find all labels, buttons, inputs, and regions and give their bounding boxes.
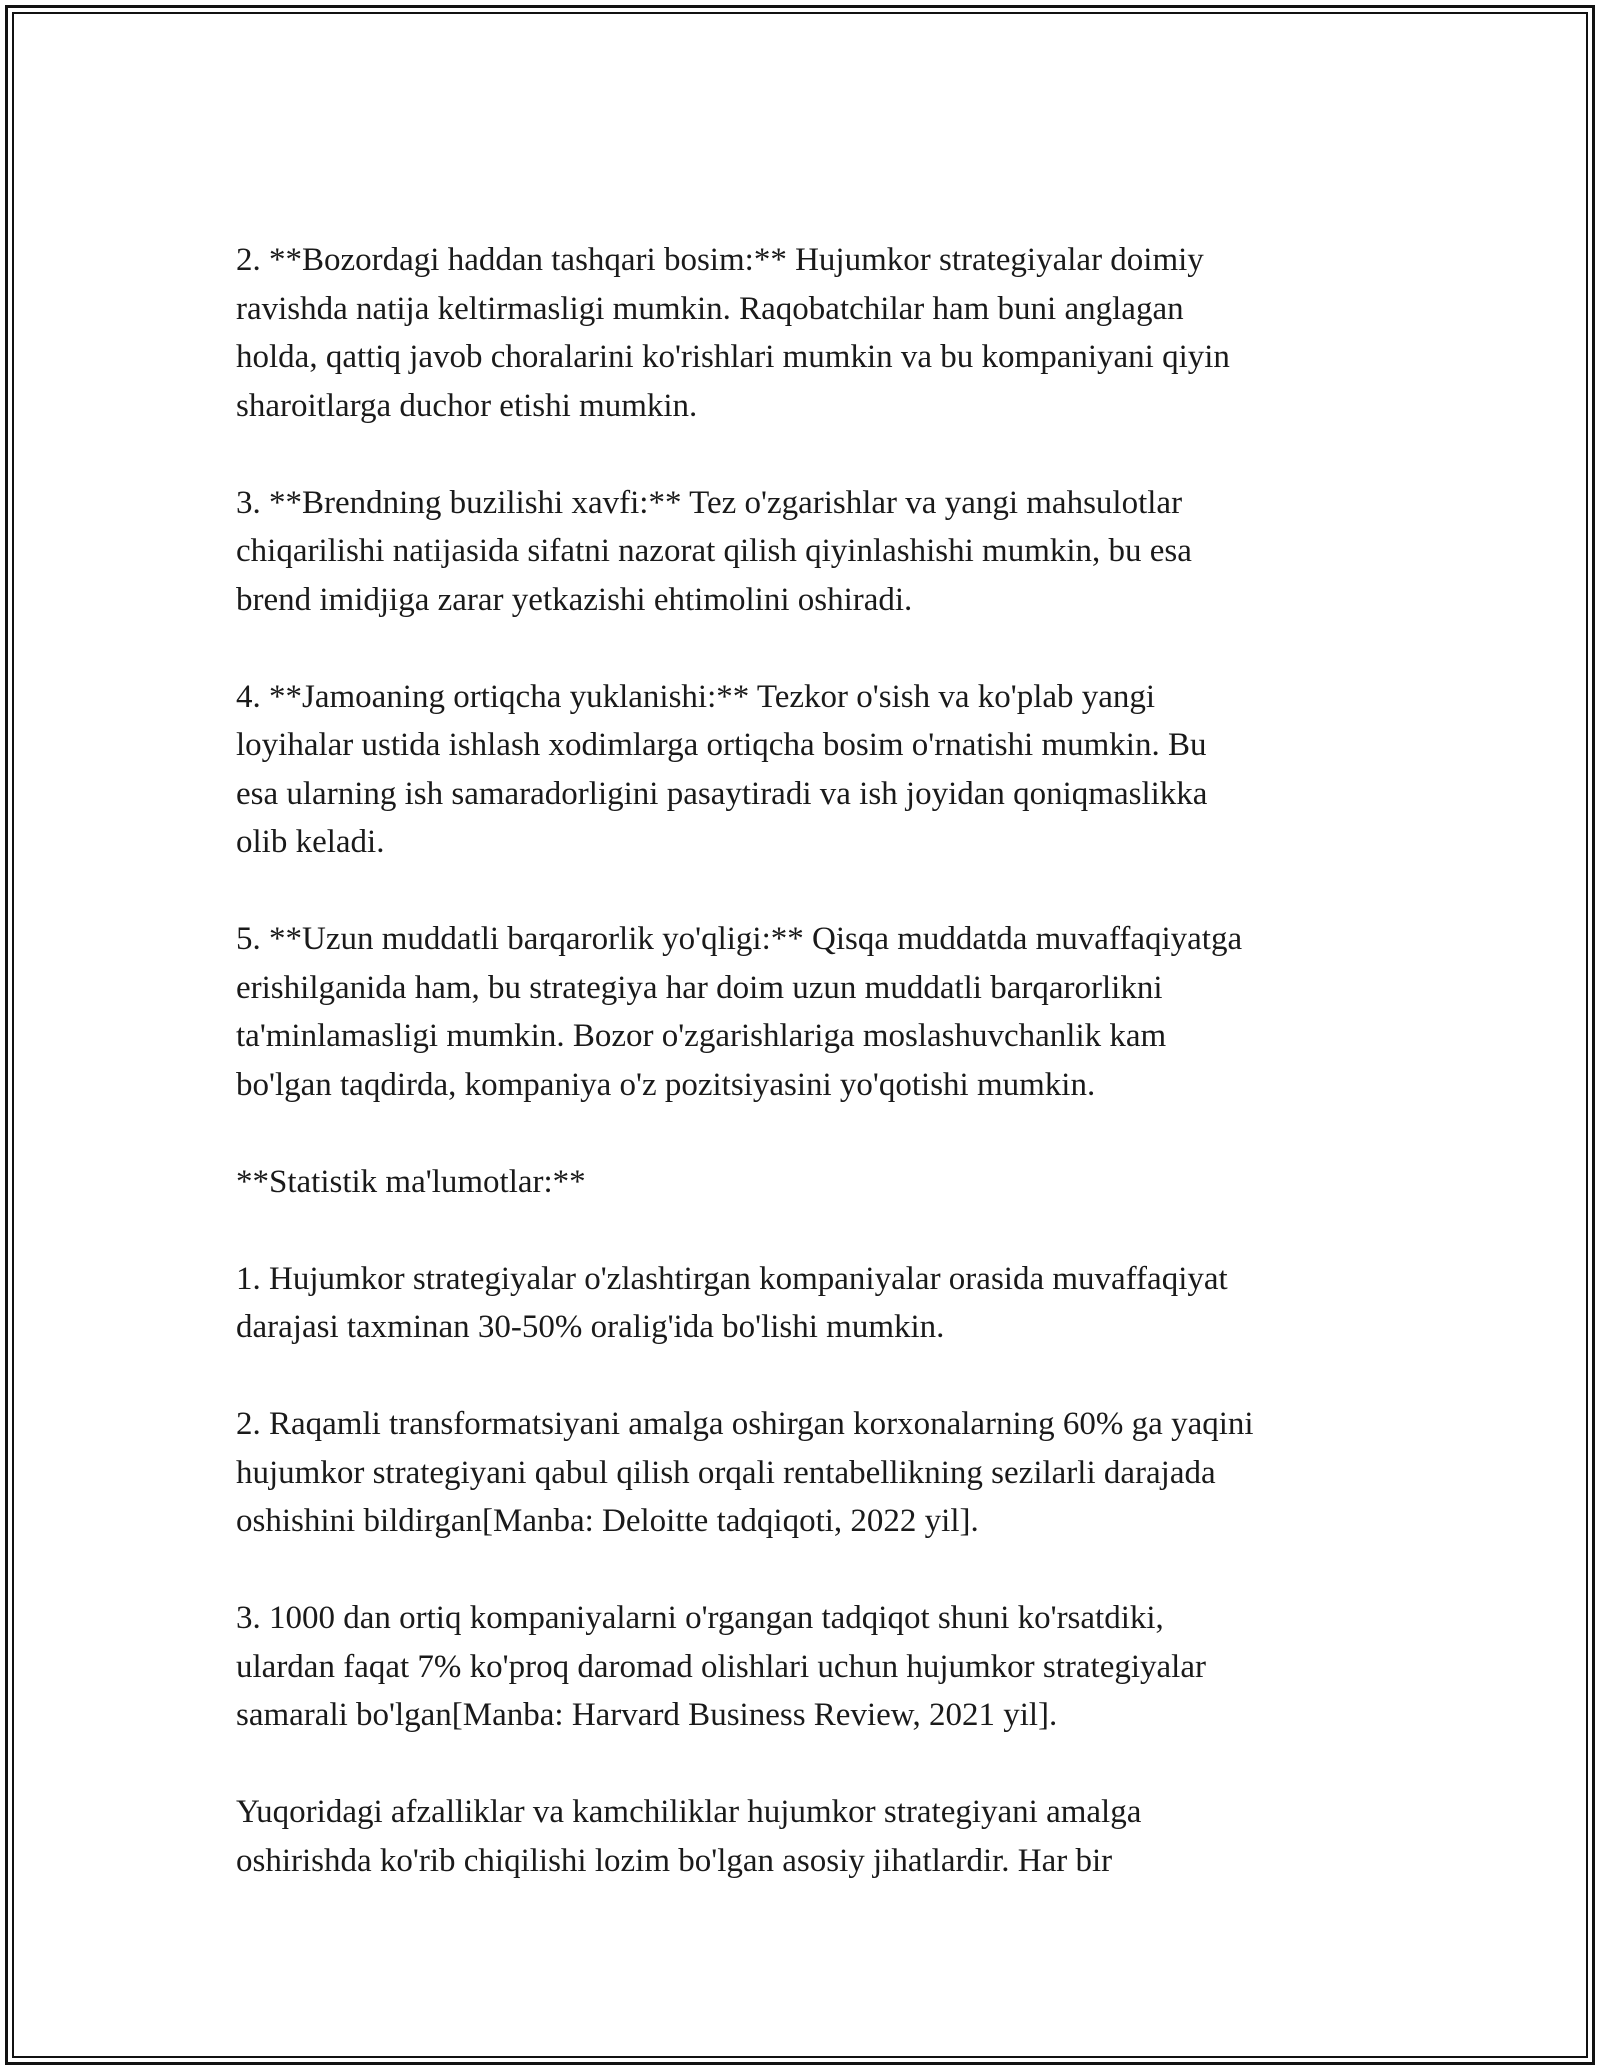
section-heading-statistics: **Statistik ma'lumotlar:**	[236, 1163, 586, 1200]
paragraph-stat-harvard: 3. 1000 dan ortiq kompaniyalarni o'rgangan tadqiqot shuni ko'rsatdiki, ulardan faqat 7% ko'proq daromad olishlari uchun hujumkor strategiyalar samarali bo'lgan[Manba: Harvard Business Review, 2021 yil].	[236, 1600, 1206, 1733]
paragraph-conclusion: Yuqoridagi afzalliklar va kamchiliklar hujumkor strategiyani amalga oshirishda ko'rib chiqilishi lozim bo'lgan asosiy jihatlardir. Har bir	[236, 1794, 1142, 1879]
paragraph-risk-team-overload: 4. **Jamoaning ortiqcha yuklanishi:** Tezkor o'sish va ko'plab yangi loyihalar ustida ishlash xodimlarga ortiqcha bosim o'rnatishi mumkin. Bu esa ularning ish samaradorligini pasaytiradi va ish joyidan qoniqmaslikka olib keladi.	[236, 678, 1208, 860]
document-body	[236, 236, 1366, 1885]
paragraph-risk-long-term-stability: 5. **Uzun muddatli barqarorlik yo'qligi:** Qisqa muddatda muvaffaqiyatga erishilganida ham, bu strategiya har doim uzun muddatli barqarorlikni ta'minlamasligi mumkin. Bozor o'zgarishlariga moslashuvchanlik kam bo'lgan taqdirda, kompaniya o'z pozitsiyasini yo'qotishi mumkin.	[236, 921, 1243, 1103]
paragraph-stat-deloitte: 2. Raqamli transformatsiyani amalga oshirgan korxonalarning 60% ga yaqini hujumkor strategiyani qabul qilish orqali rentabellikning sezilarli darajada oshishini bildirgan[Manba: Deloitte tadqiqoti, 2022 yil].	[236, 1406, 1254, 1539]
paragraph-risk-market-pressure: 2. **Bozordagi haddan tashqari bosim:** Hujumkor strategiyalar doimiy ravishda natija keltirmasligi mumkin. Raqobatchilar ham buni anglagan holda, qattiq javob choralarini ko'rishlari mumkin va bu kompaniyani qiyin sharoitlarga duchor etishi mumkin.	[236, 242, 1230, 424]
paragraph-stat-success-rate: 1. Hujumkor strategiyalar o'zlashtirgan kompaniyalar orasida muvaffaqiyat darajasi taxminan 30-50% oralig'ida bo'lishi mumkin.	[236, 1260, 1228, 1345]
paragraph-risk-brand-damage: 3. **Brendning buzilishi xavfi:** Tez o'zgarishlar va yangi mahsulotlar chiqarilishi natijasida sifatni nazorat qilish qiyinlashishi mumkin, bu esa brend imidjiga zarar yetkazishi ehtimolini oshiradi.	[236, 484, 1192, 618]
